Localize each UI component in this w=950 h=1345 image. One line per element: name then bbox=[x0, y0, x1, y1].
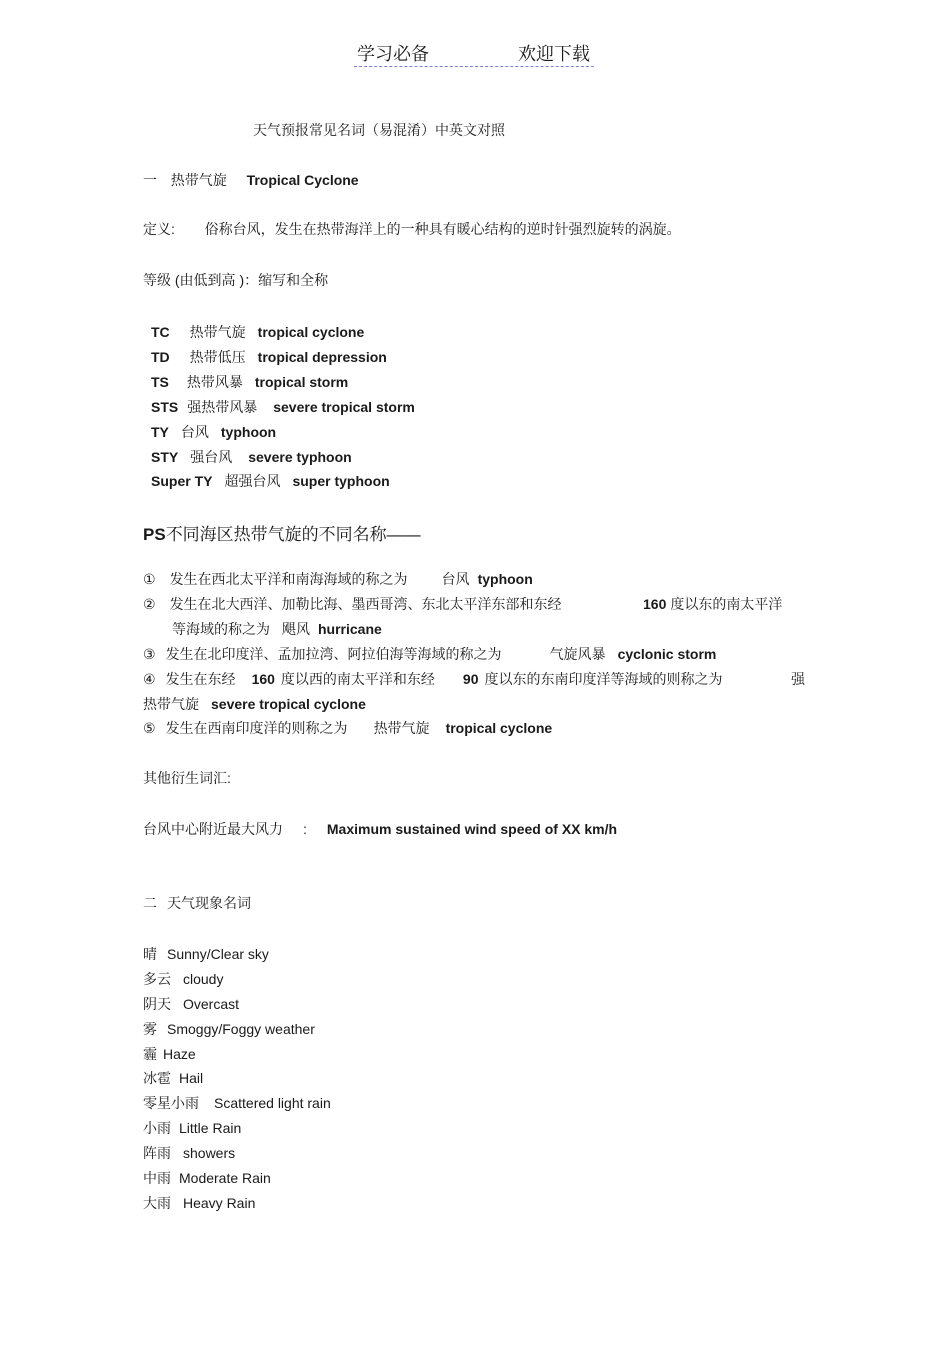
other-item bbox=[143, 819, 617, 839]
ps-prefix: PS bbox=[143, 525, 166, 544]
region-marker: ④ bbox=[143, 671, 156, 687]
region-text: 度以东的南太平洋 bbox=[670, 596, 783, 612]
region-en-name: hurricane bbox=[318, 621, 382, 637]
grade-abbr: TD bbox=[151, 349, 170, 365]
weather-cn: 雾 bbox=[143, 1021, 157, 1037]
region-text: 发生在北大西洋、加勒比海、墨西哥湾、东北太平洋东部和东经 bbox=[169, 596, 562, 612]
region-en-name: severe tropical cyclone bbox=[211, 696, 366, 712]
definition-label: 定义: bbox=[143, 221, 175, 237]
region-text: 度以东的东南印度洋等海域的则称之为 bbox=[484, 671, 723, 687]
grade-row bbox=[151, 447, 352, 467]
grade-en: severe typhoon bbox=[248, 449, 352, 465]
region-marker: ⑤ bbox=[143, 720, 156, 736]
grade-abbr: STY bbox=[151, 449, 179, 465]
grade-abbr: TS bbox=[151, 374, 169, 390]
region-item bbox=[143, 669, 723, 689]
weather-item bbox=[143, 944, 269, 964]
grade-en: severe tropical storm bbox=[273, 399, 415, 415]
region-en-name: tropical cyclone bbox=[445, 720, 553, 736]
weather-en: Sunny/Clear sky bbox=[167, 946, 269, 962]
section-2-number: 二 bbox=[143, 895, 157, 911]
grade-cn: 强台风 bbox=[190, 449, 233, 465]
weather-en: Heavy Rain bbox=[183, 1195, 256, 1211]
grade-row bbox=[151, 372, 348, 392]
weather-item bbox=[143, 994, 239, 1014]
definition-line bbox=[143, 219, 681, 239]
grade-cn: 热带气旋 bbox=[189, 324, 246, 340]
section-1-number: 一 bbox=[143, 172, 157, 188]
weather-en: cloudy bbox=[183, 971, 224, 987]
ps-text: 不同海区热带气旋的不同名称—— bbox=[165, 525, 421, 544]
weather-cn: 小雨 bbox=[143, 1120, 171, 1136]
weather-item bbox=[143, 969, 223, 989]
region-text: 发生在西北太平洋和南海海域的称之为 bbox=[169, 571, 408, 587]
region-item-cont bbox=[643, 594, 782, 614]
grade-cn: 台风 bbox=[180, 424, 209, 440]
region-item-cont bbox=[143, 694, 366, 714]
grade-cn: 热带低压 bbox=[189, 349, 246, 365]
region-marker: ③ bbox=[143, 646, 156, 662]
region-item bbox=[143, 718, 552, 738]
region-item-cont bbox=[172, 619, 382, 639]
weather-en: Overcast bbox=[183, 996, 240, 1012]
grade-row bbox=[151, 397, 415, 417]
grade-row bbox=[151, 422, 276, 442]
weather-cn: 中雨 bbox=[143, 1170, 171, 1186]
section-1-en-title: Tropical Cyclone bbox=[246, 172, 359, 188]
region-number: 160 bbox=[643, 596, 667, 612]
weather-cn: 大雨 bbox=[143, 1195, 171, 1211]
grade-row bbox=[151, 471, 390, 491]
weather-en: Haze bbox=[163, 1046, 196, 1062]
weather-item bbox=[143, 1019, 315, 1039]
region-item bbox=[143, 594, 562, 614]
weather-en: Moderate Rain bbox=[179, 1170, 271, 1186]
section-1-heading bbox=[143, 170, 359, 190]
other-label: 其他衍生词汇: bbox=[143, 770, 231, 786]
weather-en: Scattered light rain bbox=[214, 1095, 331, 1111]
region-text: 发生在北印度洋、孟加拉湾、阿拉伯海等海域的称之为 bbox=[165, 646, 502, 662]
region-en-name: cyclonic storm bbox=[617, 646, 717, 662]
region-marker: ② bbox=[143, 596, 156, 612]
weather-item bbox=[143, 1068, 203, 1088]
weather-cn: 阴天 bbox=[143, 996, 171, 1012]
grade-en: super typhoon bbox=[292, 473, 390, 489]
other-cn: 台风中心附近最大风力 bbox=[143, 821, 283, 837]
region-number: 90 bbox=[462, 671, 479, 687]
region-text: 度以西的南太平洋和东经 bbox=[280, 671, 435, 687]
weather-en: showers bbox=[183, 1145, 236, 1161]
region-en-name: typhoon bbox=[477, 571, 533, 587]
grade-en: tropical depression bbox=[257, 349, 387, 365]
region-number: 160 bbox=[251, 671, 275, 687]
section-1-cn-title: 热带气旋 bbox=[170, 172, 227, 188]
region-cn-name: 热带气旋 bbox=[373, 720, 430, 736]
region-cn-name: 热带气旋 bbox=[143, 696, 199, 712]
region-item bbox=[143, 644, 716, 664]
region-marker: ① bbox=[143, 571, 156, 587]
weather-cn: 霾 bbox=[143, 1046, 157, 1062]
weather-item bbox=[143, 1118, 241, 1138]
weather-item bbox=[143, 1168, 271, 1188]
region-text: 等海域的称之为 bbox=[172, 621, 270, 637]
grade-cn: 热带风暴 bbox=[186, 374, 243, 390]
other-en: Maximum sustained wind speed of XX km/h bbox=[326, 821, 618, 837]
grade-en: tropical storm bbox=[254, 374, 349, 390]
region-cn-name: 台风 bbox=[441, 571, 470, 587]
weather-item bbox=[143, 1193, 255, 1213]
other-colon: : bbox=[303, 821, 307, 837]
grade-cn: 超强台风 bbox=[224, 473, 281, 489]
header-right-text: 欢迎下载 bbox=[518, 44, 590, 65]
weather-cn: 晴 bbox=[143, 946, 157, 962]
weather-en: Hail bbox=[179, 1070, 204, 1086]
weather-item bbox=[143, 1044, 196, 1064]
region-text: 发生在西南印度洋的则称之为 bbox=[165, 720, 348, 736]
weather-cn: 多云 bbox=[143, 971, 171, 987]
grade-en: typhoon bbox=[220, 424, 277, 440]
region-cn-name-part: 强 bbox=[791, 671, 805, 687]
grade-row bbox=[151, 322, 364, 342]
grade-en: tropical cyclone bbox=[257, 324, 365, 340]
section-2-heading bbox=[143, 893, 251, 913]
weather-cn: 零星小雨 bbox=[143, 1095, 199, 1111]
document-title: 天气预报常见名词（易混淆）中英文对照 bbox=[253, 122, 505, 138]
definition-text: 俗称台风，发生在热带海洋上的一种具有暖心结构的逆时针强烈旋转的涡旋。 bbox=[204, 221, 681, 237]
grade-abbr: TC bbox=[151, 324, 170, 340]
weather-cn: 阵雨 bbox=[143, 1145, 171, 1161]
region-item bbox=[143, 569, 533, 589]
grade-cn: 强热带风暴 bbox=[187, 399, 258, 415]
grade-abbr: TY bbox=[151, 424, 169, 440]
section-2-cn-title: 天气现象名词 bbox=[167, 895, 251, 911]
weather-item bbox=[143, 1093, 331, 1113]
ps-heading bbox=[143, 520, 421, 545]
region-cn-name: 飓风 bbox=[282, 621, 310, 637]
region-text: 发生在东经 bbox=[165, 671, 236, 687]
region-cn-name: 气旋风暴 bbox=[549, 646, 606, 662]
grade-row bbox=[151, 347, 387, 367]
header-left-text: 学习必备 bbox=[357, 44, 429, 65]
grade-label: 等级 (由低到高 )：缩写和全称 bbox=[143, 272, 329, 288]
weather-cn: 冰雹 bbox=[143, 1070, 171, 1086]
weather-item bbox=[143, 1143, 235, 1163]
grade-abbr: Super TY bbox=[151, 473, 213, 489]
weather-en: Little Rain bbox=[179, 1120, 242, 1136]
weather-en: Smoggy/Foggy weather bbox=[167, 1021, 315, 1037]
page-header bbox=[354, 40, 594, 67]
grade-abbr: STS bbox=[151, 399, 179, 415]
